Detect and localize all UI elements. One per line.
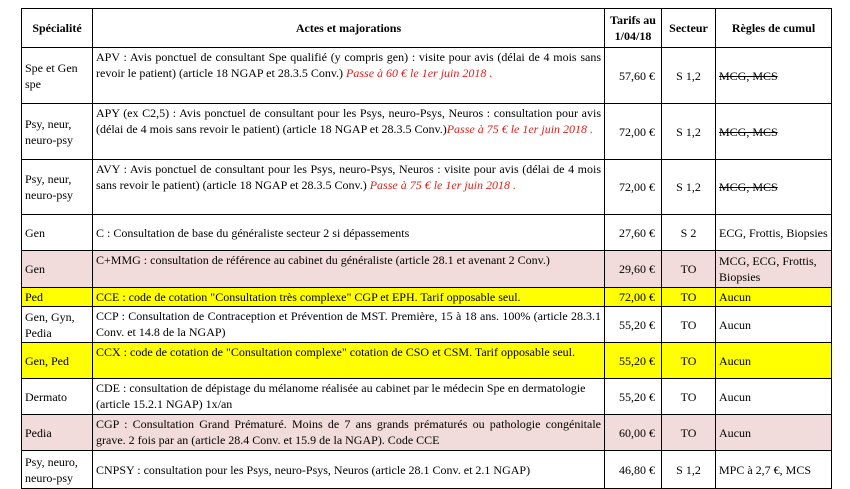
cell-acte: C : Consultation de base du généraliste secteur 2 si dépassements — [93, 215, 605, 251]
header-regles: Règles de cumul — [716, 9, 832, 48]
cell-specialite: Ped — [22, 288, 93, 307]
table-row — [22, 307, 832, 343]
cell-tarif: 60,00 € — [605, 415, 662, 451]
cell-tarif: 72,00 € — [605, 160, 662, 215]
cell-specialite: Gen, Ped — [22, 343, 93, 379]
acte-note: Passe à 75 € le 1er juin 2018 . — [369, 178, 517, 192]
cell-tarif: 46,80 € — [605, 451, 662, 489]
cell-specialite: Gen — [22, 251, 93, 288]
cell-secteur: TO — [662, 307, 716, 343]
cell-cumul: Aucun — [716, 288, 832, 307]
header-tarifs-line2: 1/04/18 — [614, 29, 652, 43]
cell-secteur: TO — [662, 343, 716, 379]
cell-specialite: Psy, neur, neuro-psy — [22, 160, 93, 215]
table-row — [22, 215, 832, 251]
cell-acte: CNPSY : consultation pour les Psys, neuro-Psys, Neuros (article 28.1 Conv. et 2.1 NGAP) — [93, 451, 605, 489]
cell-secteur: S 2 — [662, 215, 716, 251]
table-row — [22, 379, 832, 415]
cell-acte: CGP : Consultation Grand Prématuré. Moins de 7 ans grands prématurés ou pathologie congénitale grave. 2 fois par an (article 28.4 Conv. et 15.9 de la NGAP). Code CCE — [93, 415, 605, 451]
cell-secteur: TO — [662, 415, 716, 451]
cell-secteur: TO — [662, 379, 716, 415]
cell-specialite: Gen — [22, 215, 93, 251]
cell-cumul: MCG, ECG, Frottis, Biopsies — [716, 251, 832, 288]
cell-tarif: 55,20 € — [605, 379, 662, 415]
cell-secteur: TO — [662, 288, 716, 307]
cumul-text: MCG, MCS — [719, 124, 778, 139]
acte-text: APY (ex C2,5) : Avis ponctuel de consultant pour les Psys, neuro-Psys, Neuros : consultation pour avis (délai de 4 mois sans revoir le patient) (article 18 NGAP et 28.3.5 Conv.) — [96, 106, 601, 136]
cell-secteur: S 1,2 — [662, 104, 716, 160]
cell-acte: CDE : consultation de dépistage du mélanome réalisée au cabinet par le médecin Spe en dermatologie (article 15.2.1 NGAP) 1x/an — [93, 379, 605, 415]
table-row — [22, 415, 832, 451]
cell-acte — [93, 48, 605, 104]
header-tarifs-line1: Tarifs au — [610, 13, 656, 27]
cell-cumul: MPC à 2,7 €, MCS — [716, 451, 832, 489]
cell-cumul: Aucun — [716, 415, 832, 451]
table-row — [22, 343, 832, 379]
tarifs-table — [21, 8, 832, 489]
cell-tarif: 55,20 € — [605, 343, 662, 379]
cell-acte: C+MMG : consultation de référence au cabinet du généraliste (article 28.1 et avenant 2 Conv.) — [93, 251, 605, 288]
table-row — [22, 288, 832, 307]
cell-secteur: S 1,2 — [662, 451, 716, 489]
cell-cumul — [716, 160, 832, 215]
cell-specialite: Gen, Gyn, Pedia — [22, 307, 93, 343]
cumul-text: MCG, MCS — [719, 180, 778, 194]
cell-secteur: S 1,2 — [662, 48, 716, 104]
header-specialite: Spécialité — [22, 9, 93, 48]
acte-note: Passe à 75 € le 1er juin 2018 . — [446, 122, 594, 136]
cell-specialite: Psy, neur, neuro-psy — [22, 104, 93, 160]
cell-cumul — [716, 48, 832, 104]
header-row — [22, 9, 832, 48]
cell-cumul — [716, 104, 832, 160]
cell-tarif: 72,00 € — [605, 288, 662, 307]
table-row — [22, 251, 832, 288]
cell-tarif: 29,60 € — [605, 251, 662, 288]
cell-secteur: TO — [662, 251, 716, 288]
header-secteur: Secteur — [662, 9, 716, 48]
cell-tarif: 55,20 € — [605, 307, 662, 343]
cell-acte: CCP : Consultation de Contraception et Prévention de MST. Première, 15 à 18 ans. 100% (article 28.3.1 Conv. et 14.8 de la NGAP) — [93, 307, 605, 343]
cell-specialite: Pedia — [22, 415, 93, 451]
header-actes: Actes et majorations — [93, 9, 605, 48]
cell-tarif: 57,60 € — [605, 48, 662, 104]
acte-text: AVY : Avis ponctuel de consultant pour les Psys, neuro-Psys, Neuros : visite pour avis (délai de 4 mois sans revoir le patient) (article 18 NGAP et 28.3.5 Conv.) — [96, 162, 601, 192]
cell-cumul: Aucun — [716, 307, 832, 343]
cell-acte — [93, 160, 605, 215]
cell-tarif: 72,00 € — [605, 104, 662, 160]
cell-tarif: 27,60 € — [605, 215, 662, 251]
cell-specialite: Dermato — [22, 379, 93, 415]
cell-acte: CCE : code de cotation "Consultation très complexe" CGP et EPH. Tarif opposable seul. — [93, 288, 605, 307]
cell-secteur: S 1,2 — [662, 160, 716, 215]
cell-cumul: Aucun — [716, 379, 832, 415]
header-tarifs — [605, 9, 662, 48]
cell-acte — [93, 104, 605, 160]
acte-text: APV : Avis ponctuel de consultant Spe qualifié (y compris gen) : visite pour avis (délai de 4 mois sans revoir le patient) (article 18 NGAP et 28.3.5 Conv.) — [96, 50, 601, 80]
acte-note: Passe à 60 € le 1er juin 2018 . — [346, 66, 493, 80]
cell-cumul: ECG, Frottis, Biopsies — [716, 215, 832, 251]
table-row — [22, 104, 832, 160]
cell-specialite: Spe et Gen spe — [22, 48, 93, 104]
cell-acte: CCX : code de cotation de "Consultation complexe" cotation de CSO et CSM. Tarif opposable seul. — [93, 343, 605, 379]
cumul-text: MCG, MCS — [719, 68, 778, 83]
cell-cumul: Aucun — [716, 343, 832, 379]
tarifs-table-container — [21, 8, 832, 489]
table-row — [22, 48, 832, 104]
table-row — [22, 160, 832, 215]
cell-specialite: Psy, neuro, neuro-psy — [22, 451, 93, 489]
table-row — [22, 451, 832, 489]
